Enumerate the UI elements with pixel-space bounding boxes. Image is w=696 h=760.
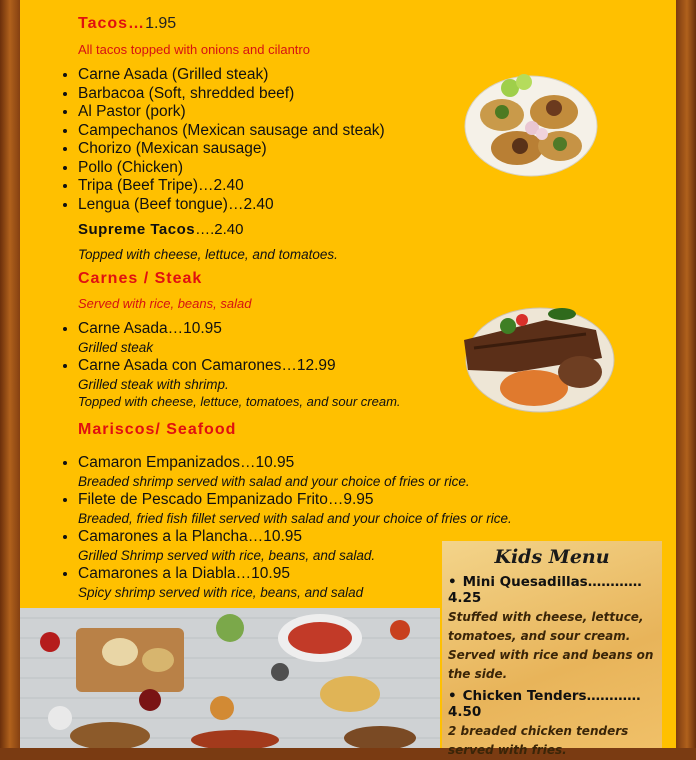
kids-menu [442,541,662,757]
list-item [78,320,336,357]
item-name: Camarones a la Plancha…10.95 [78,528,303,545]
item-desc: Grilled steak with shrimp. [78,376,229,392]
supreme-note: Topped with cheese, lettuce, and tomatoes. [78,247,338,262]
list-item [78,357,336,394]
tacos-plate-image [462,70,600,180]
item-desc: Grilled Shrimp served with rice, beans, and salad. [78,547,376,563]
list-item: • Pollo (Chicken) [78,159,385,178]
kids-item-name: Mini Quesadillas…………4.25 [448,574,642,606]
list-item: • Lengua (Beef tongue)…2.40 [78,196,385,215]
kids-item-desc: Stuffed with cheese, lettuce, tomatoes, and sour cream. Served with rice and beans on the side. [448,610,654,681]
item-name: Carne Asada con Camarones…12.99 [78,357,336,374]
list-item: • Barbacoa (Soft, shredded beef) [78,85,385,104]
list-item: • Tripa (Beef Tripe)…2.40 [78,177,385,196]
item-desc: Grilled steak [78,339,154,355]
carnes-heading: Carnes / Steak [78,270,203,287]
tacos-note: All tacos topped with onions and cilantro [78,42,310,57]
kids-item-desc: 2 breaded chicken tenders served with fries. [448,724,629,757]
mariscos-heading: Mariscos/ Seafood [78,421,237,438]
item-name: Carne Asada…10.95 [78,320,222,337]
supreme-label: Supreme Tacos [78,221,196,238]
supreme-tacos [78,221,243,238]
item-desc: Spicy shrimp served with rice, beans, and salad [78,584,364,600]
list-item [78,454,512,491]
tacos-price: 1.95 [145,15,177,32]
steak-plate-image [456,300,618,416]
carnes-list [60,320,336,394]
item-name: Camarones a la Diabla…10.95 [78,565,290,582]
tacos-heading [78,15,176,33]
food-table-photo [20,608,440,748]
carnes-footer: Topped with cheese, lettuce, tomatoes, and sour cream. [78,394,401,409]
tacos-title: Tacos… [78,15,146,32]
item-desc: Breaded shrimp served with salad and your choice of fries or rice. [78,473,470,489]
list-item [78,491,512,528]
list-item: • Campechanos (Mexican sausage and steak) [78,122,385,141]
wood-border-right [676,0,696,748]
supreme-price: ….2.40 [195,221,244,238]
tacos-list [60,66,385,214]
bullet-icon: • [448,688,457,704]
list-item: • Chorizo (Mexican sausage) [78,140,385,159]
item-name: Filete de Pescado Empanizado Frito…9.95 [78,491,374,508]
wood-border-left [0,0,22,748]
kids-item-name: Chicken Tenders…………4.50 [448,688,641,720]
kids-item [448,574,662,606]
kids-menu-title: Kids Menu [494,546,610,568]
item-name: Camaron Empanizados…10.95 [78,454,295,471]
list-item: • Al Pastor (pork) [78,103,385,122]
item-desc: Breaded, fried fish fillet served with salad and your choice of fries or rice. [78,510,512,526]
carnes-note: Served with rice, beans, salad [78,296,252,311]
bullet-icon: • [448,574,457,590]
kids-item [448,688,662,720]
list-item: • Carne Asada (Grilled steak) [78,66,385,85]
